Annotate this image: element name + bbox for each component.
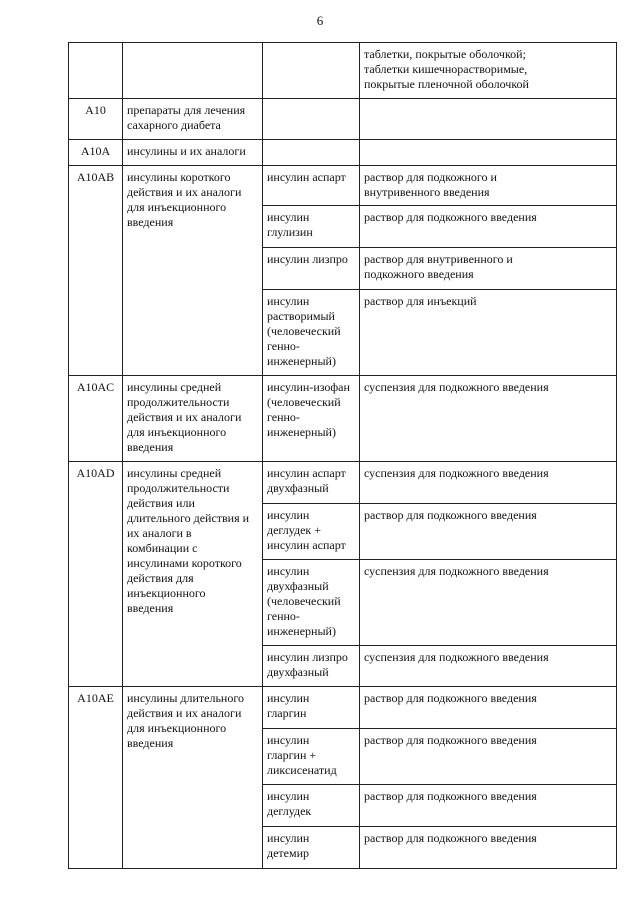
drug-classification-table [68, 42, 617, 869]
drug-name-cell: инсулин гларгин [263, 687, 360, 729]
drug-name-cell: инсулин глулизин [263, 206, 360, 248]
dosage-form-cell: раствор для подкожного и внутривенного введения [360, 166, 617, 206]
drug-name-cell: инсулин аспарт двухфазный [263, 462, 360, 504]
atc-code-cell: A10 [69, 99, 123, 140]
dosage-form-cell: суспензия для подкожного введения [360, 560, 617, 646]
table-row [69, 99, 617, 140]
dosage-form-cell: раствор для подкожного введения [360, 206, 617, 248]
table-row [69, 376, 617, 462]
group-name-cell: инсулины длительного действия и их аналоги для инъекционного введения [123, 687, 263, 869]
dosage-form-cell [360, 99, 617, 140]
dosage-form-cell: раствор для подкожного введения [360, 785, 617, 827]
drug-name-cell: инсулин-изофан (человеческий генно- инженерный) [263, 376, 360, 462]
drug-name-cell: инсулин детемир [263, 827, 360, 869]
atc-code-cell: A10AD [69, 462, 123, 687]
dosage-form-cell: раствор для внутривенного и подкожного введения [360, 248, 617, 290]
dosage-form-cell [360, 140, 617, 166]
table-body [69, 43, 617, 869]
drug-name-cell: инсулин лизпро [263, 248, 360, 290]
atc-code-cell: A10A [69, 140, 123, 166]
drug-name-cell [263, 140, 360, 166]
atc-code-cell [69, 43, 123, 99]
dosage-form-cell: раствор для подкожного введения [360, 687, 617, 729]
table-row [69, 687, 617, 729]
table-row [69, 140, 617, 166]
table-row [69, 462, 617, 504]
page-number: 6 [316, 13, 324, 28]
atc-code-cell: A10AC [69, 376, 123, 462]
group-name-cell: инсулины средней продолжительности действия или длительного действия и их аналоги в комбинации с инсулинами короткого действия для инъекционного введения [123, 462, 263, 687]
dosage-form-cell: раствор для инъекций [360, 290, 617, 376]
drug-name-cell [263, 43, 360, 99]
dosage-form-cell: суспензия для подкожного введения [360, 376, 617, 462]
dosage-form-cell: раствор для подкожного введения [360, 827, 617, 869]
group-name-cell [123, 43, 263, 99]
table-row [69, 43, 617, 99]
dosage-form-cell: раствор для подкожного введения [360, 729, 617, 785]
group-name-cell: инсулины средней продолжительности действия и их аналоги для инъекционного введения [123, 376, 263, 462]
group-name-cell: препараты для лечения сахарного диабета [123, 99, 263, 140]
drug-name-cell: инсулин двухфазный (человеческий генно- инженерный) [263, 560, 360, 646]
atc-code-cell: A10AB [69, 166, 123, 376]
dosage-form-cell: суспензия для подкожного введения [360, 646, 617, 687]
dosage-form-cell: суспензия для подкожного введения [360, 462, 617, 504]
group-name-cell: инсулины и их аналоги [123, 140, 263, 166]
drug-name-cell [263, 99, 360, 140]
drug-name-cell: инсулин гларгин + ликсисенатид [263, 729, 360, 785]
drug-name-cell: инсулин растворимый (человеческий генно- инженерный) [263, 290, 360, 376]
group-name-cell: инсулины короткого действия и их аналоги для инъекционного введения [123, 166, 263, 376]
drug-name-cell: инсулин деглудек + инсулин аспарт [263, 504, 360, 560]
dosage-form-cell: таблетки, покрытые оболочкой; таблетки кишечнорастворимые, покрытые пленочной оболочкой [360, 43, 617, 99]
drug-name-cell: инсулин лизпро двухфазный [263, 646, 360, 687]
drug-name-cell: инсулин аспарт [263, 166, 360, 206]
dosage-form-cell: раствор для подкожного введения [360, 504, 617, 560]
drug-name-cell: инсулин деглудек [263, 785, 360, 827]
table-row [69, 166, 617, 206]
atc-code-cell: A10AE [69, 687, 123, 869]
